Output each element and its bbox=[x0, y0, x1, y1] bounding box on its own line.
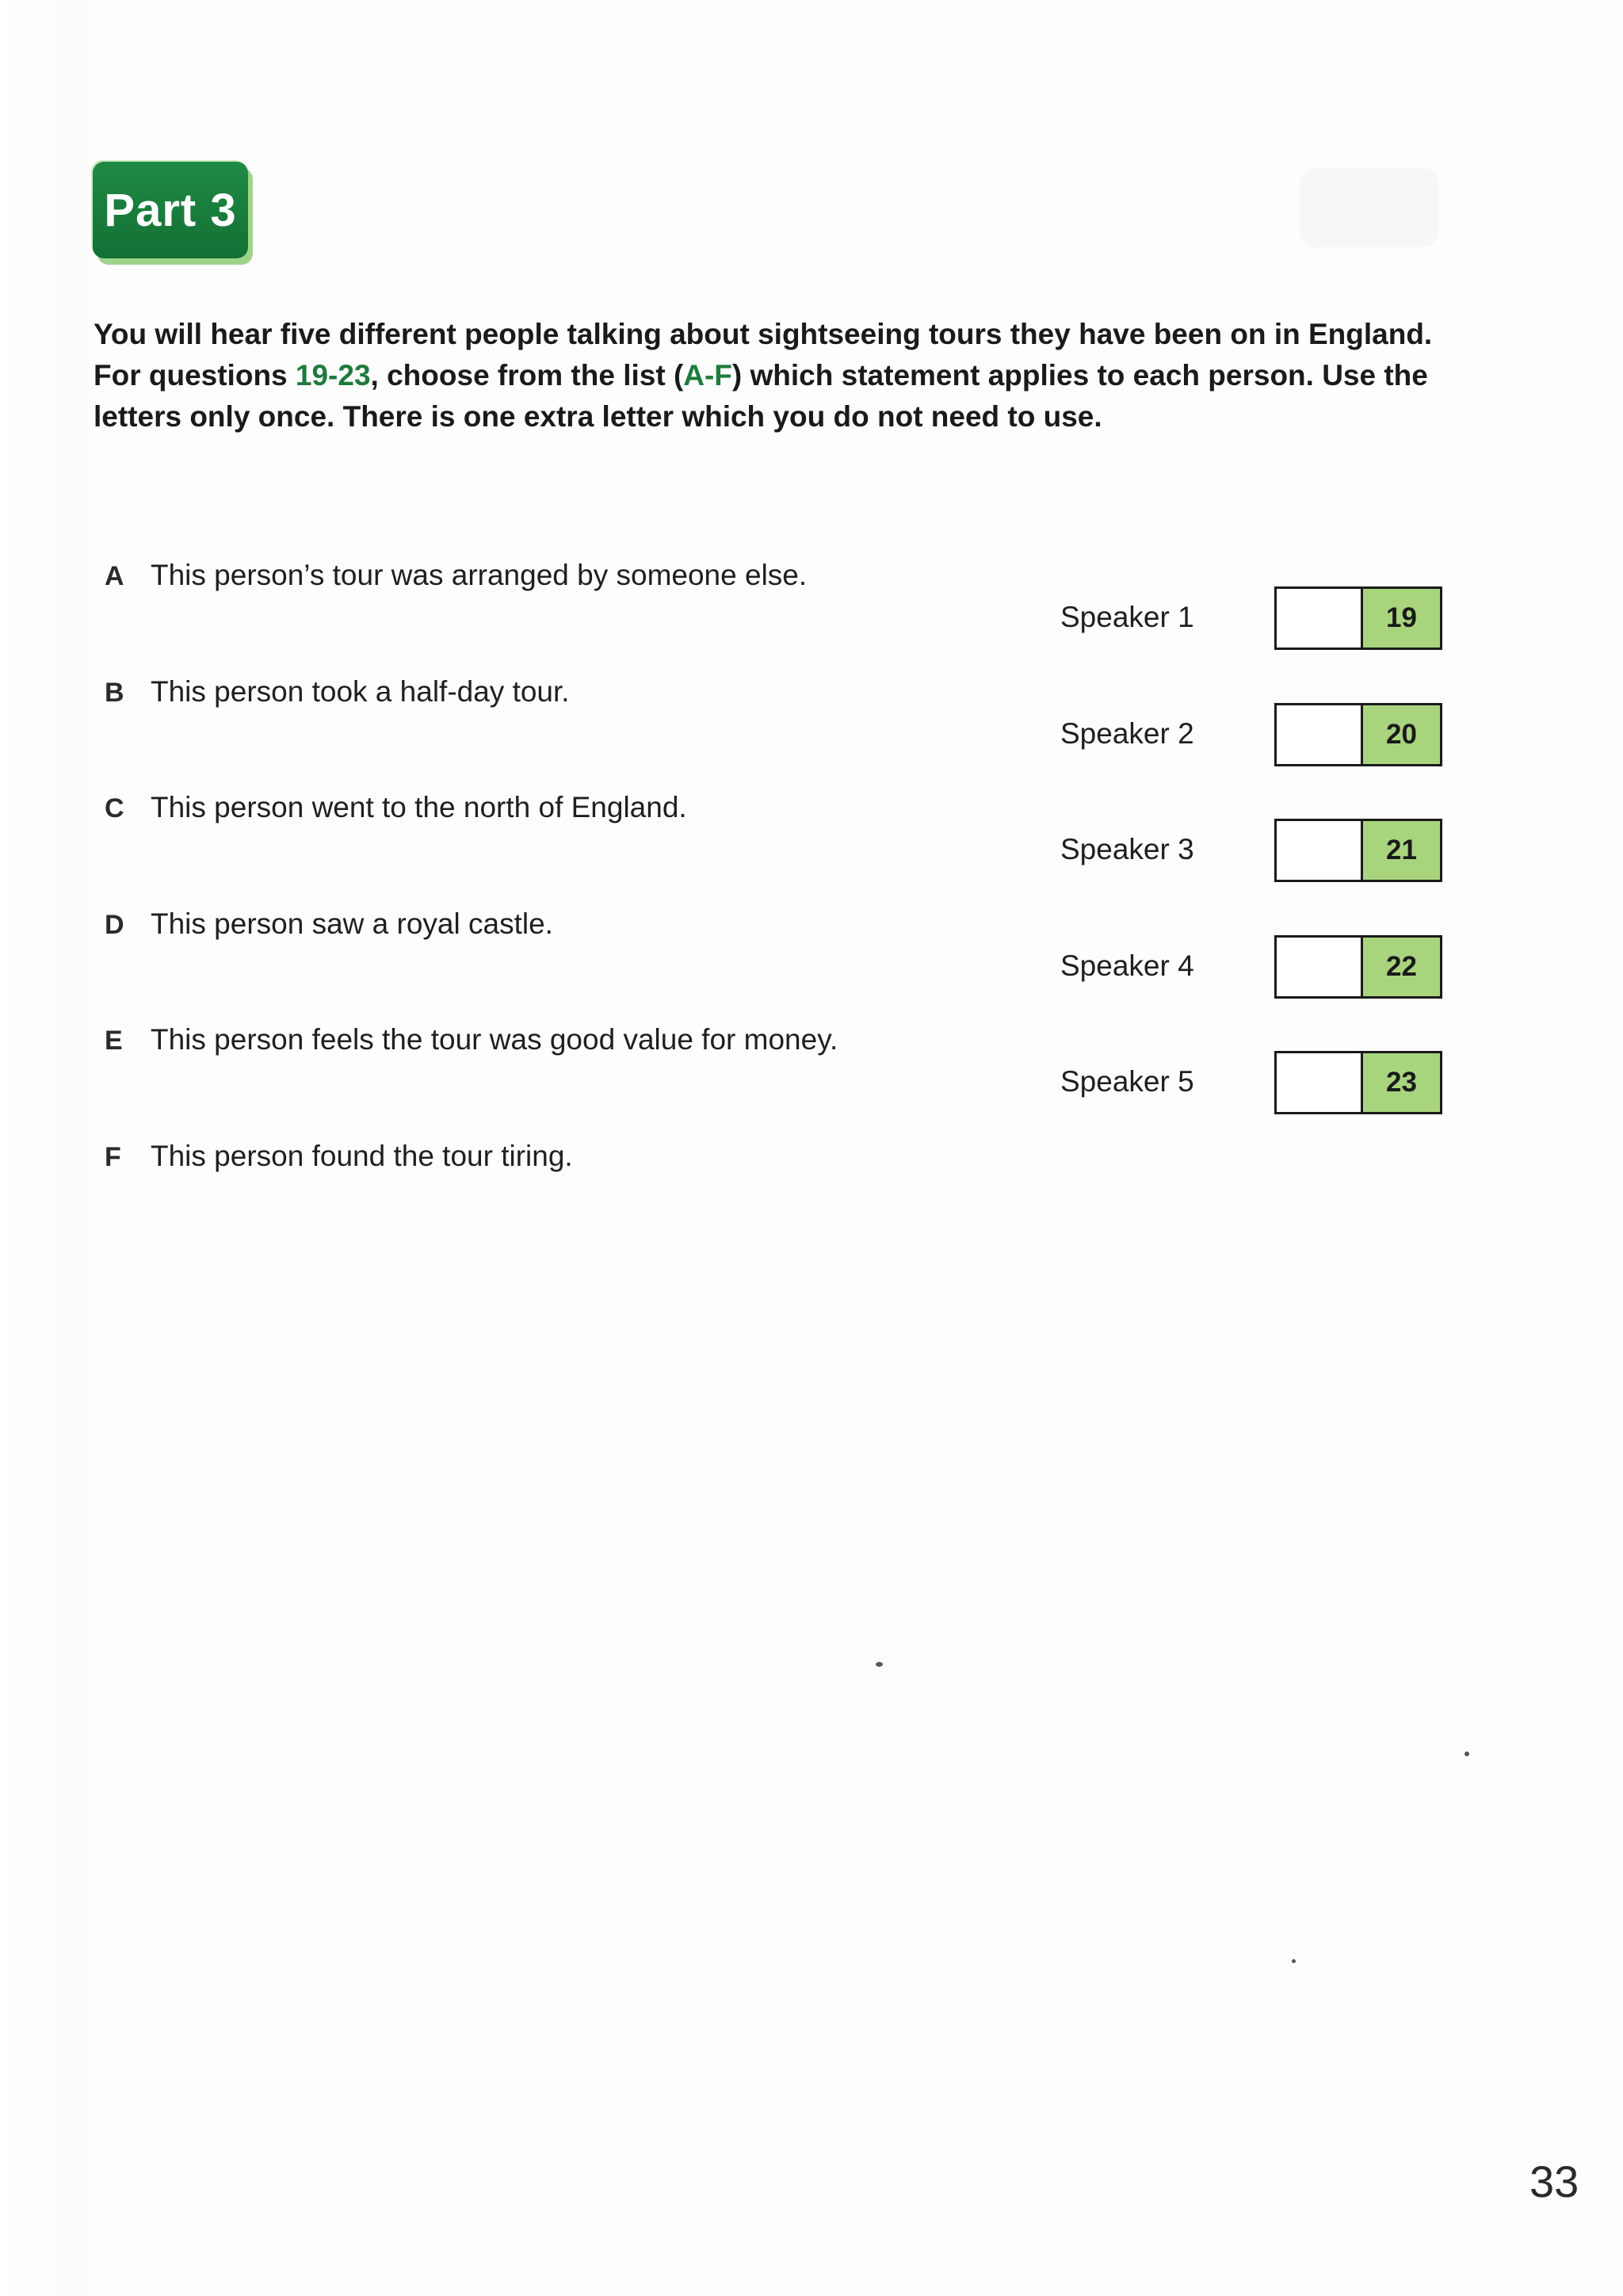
dust-speck bbox=[876, 1662, 883, 1667]
option-b bbox=[105, 675, 570, 709]
question-number: 19 bbox=[1363, 589, 1440, 648]
option-text: This person’s tour was arranged by someone else. bbox=[151, 559, 808, 591]
speaker-label: Speaker 4 bbox=[1060, 949, 1194, 982]
option-d bbox=[105, 907, 553, 941]
option-text: This person found the tour tiring. bbox=[151, 1140, 573, 1172]
faint-stamp bbox=[1300, 168, 1438, 247]
answer-box bbox=[1274, 819, 1442, 882]
option-a bbox=[105, 559, 807, 592]
page-number: 33 bbox=[1529, 2157, 1579, 2206]
dust-speck bbox=[1465, 1752, 1469, 1756]
dust-speck bbox=[1292, 1959, 1296, 1963]
answer-input[interactable] bbox=[1277, 705, 1363, 764]
option-letter: C bbox=[105, 793, 124, 823]
answer-input[interactable] bbox=[1277, 589, 1363, 648]
question-number: 22 bbox=[1363, 938, 1440, 996]
option-e bbox=[105, 1023, 838, 1056]
option-letter: B bbox=[105, 678, 124, 708]
instructions-text-2: , choose from the list ( bbox=[370, 359, 684, 392]
option-f bbox=[105, 1140, 573, 1173]
speaker-row-5 bbox=[1060, 1051, 1449, 1117]
speaker-row-2 bbox=[1060, 703, 1449, 770]
option-text: This person took a half-day tour. bbox=[151, 675, 570, 708]
speaker-label: Speaker 3 bbox=[1060, 833, 1194, 865]
answer-input[interactable] bbox=[1277, 1053, 1363, 1112]
part-label: Part 3 bbox=[104, 184, 237, 236]
answer-box bbox=[1274, 703, 1442, 766]
page-margin bbox=[0, 0, 87, 2296]
speaker-row-4 bbox=[1060, 935, 1449, 1002]
instructions-text-1: You will hear five different people talking about sightseeing tours they have been on in England. For questions bbox=[94, 318, 1433, 392]
answer-box bbox=[1274, 586, 1442, 650]
answer-box bbox=[1274, 1051, 1442, 1114]
speaker-label: Speaker 5 bbox=[1060, 1065, 1194, 1098]
question-number: 21 bbox=[1363, 821, 1440, 880]
speaker-label: Speaker 2 bbox=[1060, 717, 1194, 750]
option-text: This person went to the north of England. bbox=[151, 791, 687, 823]
speaker-row-1 bbox=[1060, 586, 1449, 653]
option-letter: A bbox=[105, 561, 124, 591]
letter-range: A-F bbox=[683, 359, 732, 392]
option-letter: D bbox=[105, 910, 124, 940]
speaker-label: Speaker 1 bbox=[1060, 601, 1194, 633]
question-number: 23 bbox=[1363, 1053, 1440, 1112]
answer-box bbox=[1274, 935, 1442, 999]
question-number: 20 bbox=[1363, 705, 1440, 764]
option-text: This person saw a royal castle. bbox=[151, 907, 553, 940]
instructions-paragraph bbox=[94, 314, 1472, 437]
option-text: This person feels the tour was good value for money. bbox=[151, 1023, 838, 1056]
answer-input[interactable] bbox=[1277, 821, 1363, 880]
answer-input[interactable] bbox=[1277, 938, 1363, 996]
part-badge bbox=[93, 162, 248, 258]
question-range: 19-23 bbox=[295, 359, 371, 392]
option-letter: F bbox=[105, 1142, 121, 1172]
option-c bbox=[105, 791, 687, 824]
option-letter: E bbox=[105, 1026, 123, 1056]
speaker-row-3 bbox=[1060, 819, 1449, 885]
instructions-text-3: ) which statement applies to each person. Use the letters only once. There is one extra letter which you do not need to use. bbox=[94, 359, 1428, 433]
